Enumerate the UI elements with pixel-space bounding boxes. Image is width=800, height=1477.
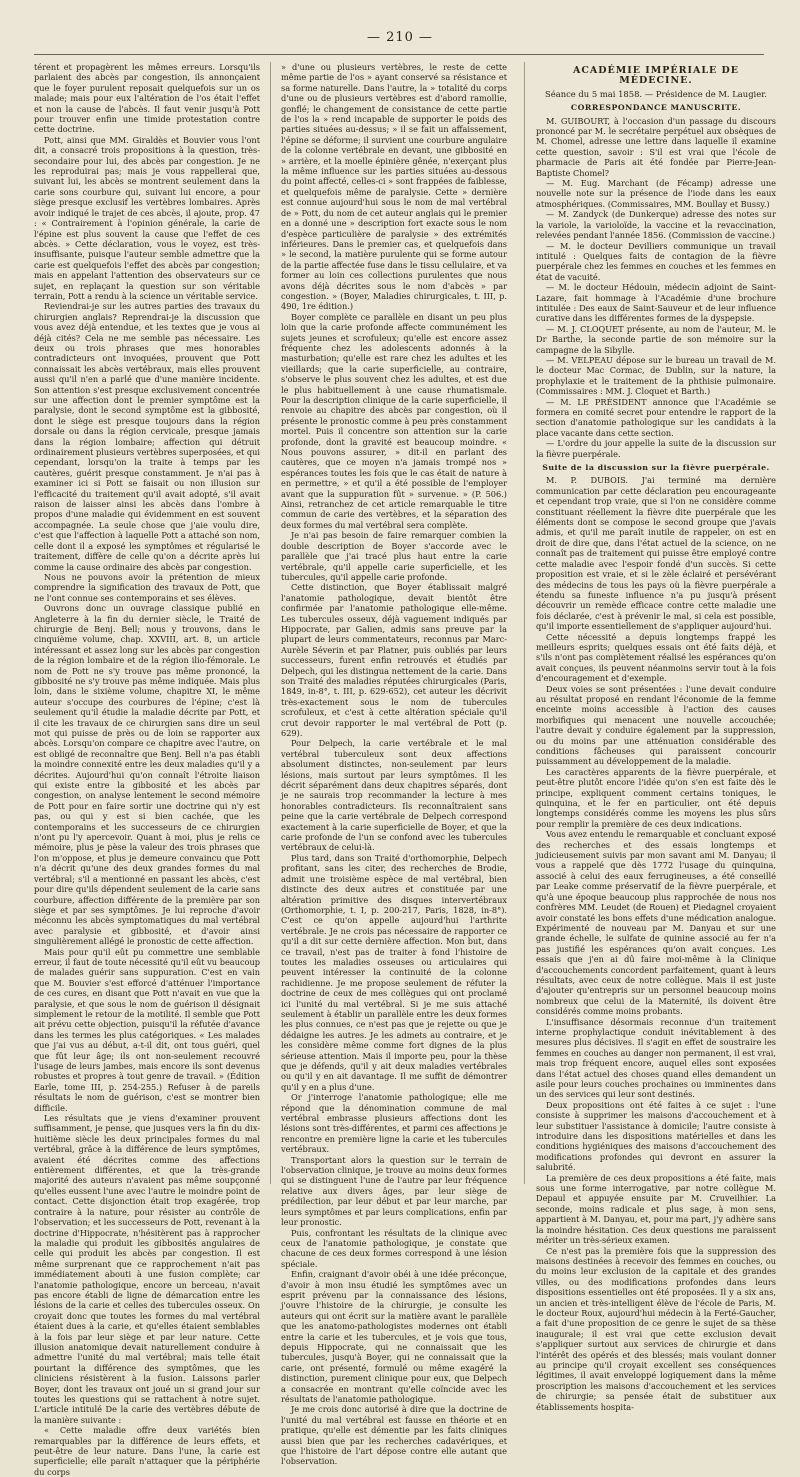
- paragraph: Les caractères apparents de la fièvre puerpérale, et peut-être plutôt encore l'idée qu'on s'en est faite dès le principe, expliquent comment certains toniques, le quinquina, et le fer en particulier, ont été depuis longtemps considérés comme les moyens les plus sûrs pour remplir la première de ces deux indications.: [536, 766, 776, 829]
- paragraph: « Cette maladie offre deux variétés bien remarquables par la différence de leurs effets, et peut-être de leur nature. Dans l'une, la carie est superficielle; elle paraît n'attaquer que la périphérie du corps: [34, 1425, 260, 1477]
- paragraph: » d'une ou plusieurs vertèbres, le reste de cette même partie de l'os » ayant conservé sa résistance et sa forme naturelle. Dans l'autre, la » totalité du corps d'une ou de plusieurs vertèbres est d'abord ramollie, gonflé; le changement de consistance de cette partie de l'os la » rend incapable de supporter le poids des parties situées au-dessus; » il se fait un affaissement, l'épine se déforme; il survient une courbure angulaire de la colonne vertébrale en devant, une gibbosité en » arrière, et la moelle épinière gênée, n'exerçant plus la même influence sur les parties situées au-dessous du point affecté, celles-ci » sont frappées de faiblesse, et quelquefois même de paralysie. Cette » dernière est connue aujourd'hui sous le nom de mal vertébral de » Pott, du nom de cet auteur anglais qui le premier en a donné une » description fort exacte sous le nom d'espèce particulière de paralysie » des extrémités inférieures. Dans le premier cas, et quelquefois dans » le second, la matière purulente qui se forme autour de la partie affectée fuse dans le tissu cellulaire, et va former au loin ces collections purulentes que nous avons déjà décrites sous le nom d'abcès » par congestion. » (Boyer, Maladies chirurgicales, t. III, p. 490, 1re édition.): [281, 62, 507, 312]
- correspondence-item: — L'ordre du jour appelle la suite de la discussion sur la fièvre puerpérale.: [536, 438, 776, 459]
- correspondence-item: — M. Eug. Marchant (de Fécamp) adresse une nouvelle note sur la présence de l'iode dans les eaux atmosphériques. (Commissaires, MM. Boullay et Bussy.): [536, 178, 776, 209]
- correspondence-item: — M. J. CLOQUET présente, au nom de l'auteur, M. le Dr Barthe, la seconde partie de son mémoire sur la campagne de la Sibylle.: [536, 323, 776, 355]
- correspondence-item: — M. Zandyck (de Dunkerque) adresse des notes sur la variole, la varioloïde, la vaccine et la revaccination, relevées pendant l'année 1856. (Commission de vaccine.): [536, 209, 776, 241]
- paragraph: Deux propositions ont été faites à ce sujet : l'une consiste à supprimer les maisons d'accouchement et à leur substituer l'assistance à domicile; l'autre consiste à introduire dans les dispositions matérielles et dans les conditions hygiéniques des maisons d'accouchement des modifications profondes qui devront en assurer la salubrité.: [536, 1099, 776, 1173]
- column-divider: [524, 62, 525, 1184]
- paragraph: Les résultats que je viens d'examiner prouvent suffisamment, je pense, que jusques vers la fin du dix-huitième siècle les deux principales formes du mal vertébral, grâce à la différence de leurs symptômes, avaient été décrites comme des affections entièrement différentes, et que la très-grande majorité des auteurs n'avaient pas même soupçonné qu'elles eussent l'une avec l'autre le moindre point de contact. Cette disjonction était trop exagérée, trop contraire à la nature, pour résister au contrôle de l'observation; et les successeurs de Pott, revenant à la doctrine d'Hippocrate, n'hésitèrent pas à rapprocher la maladie qui produit les gibbosités angulaires de celle qui produit les abcès par congestion. Il est même surprenant que ce rapprochement n'ait pas immédiatement abouti à une fusion complète; car l'anatomie pathologique, encore un berceau, n'avait pas encore établi de ligne de démarcation entre les lésions de la carie et celles des tubercules osseux. On croyait donc que toutes les formes du mal vertébral étaient dues à la carie, et qu'elles étaient semblables à la fois par leur siège et par leur nature. Cette illusion anatomique devait naturellement conduire à admettre l'unité du mal vertébral; mais telle était pourtant la différence des symptômes, que les cliniciens résistèrent à la fusion. Laissons parler Boyer, dont les travaux ont joué un si grand jour sur toutes les questions qui se rattachent à notre sujet. L'article intitulé De la carie des vertèbres débute de la manière suivante :: [34, 1113, 260, 1425]
- paragraph: térent et propagèrent les mêmes erreurs. Lorsqu'ils parlaient des abcès par congestion, ils annonçaient que le foyer purulent reposait quelquefois sur un os malade; mais pour eux l'altération de l'os était l'effet et non la cause de l'abcès. Il faut venir jusqu'à Pott pour trouver enfin une timide protestation contre cette doctrine.: [34, 62, 260, 135]
- session-line: Séance du 5 mai 1858. — Présidence de M. Laugier.: [545, 88, 767, 99]
- paragraph: Mais pour qu'il eût pu commettre une semblable erreur, il faut de toute nécessité qu'il eût vu beaucoup de malades guérir sans suppuration. C'est en vain que M. Bouvier s'est efforcé d'atténuer l'importance de ces cures, en disant que Pott n'avait en vue que la paralysie, et que sous le nom de guérison il désignait simplement le retour de la motilité. Il semble que Pott ait prévu cette objection, puisqu'il la réfutée d'avance dans les termes les plus catégoriques. « Les malades que j'ai vus au début, a-t-il dit, ont tous guéri, quel que fût leur âge; ils ont non-seulement recouvré l'usage de leurs jambes, mais encore ils sont devenus robustes et propres à tout genre de travail. » (Édition Earle, tome III, p. 254-255.) Refuser à de pareils résultats le nom de guérison, c'est se montrer bien difficile.: [34, 946, 260, 1113]
- paragraph: Or j'interroge l'anatomie pathologique; elle me répond que la dénomination commune de mal vertébral embrasse plusieurs affections dont les lésions sont très-différentes, et parmi ces affections je rencontre en première ligne la carie et les tubercules vertébraux.: [281, 1092, 507, 1155]
- correspondence-title: CORRESPONDANCE MANUSCRITE.: [570, 103, 742, 113]
- paragraph: Je me crois donc autorisé à dire que la doctrine de l'unité du mal vertébral est fausse en théorie et en pratique, qu'elle est démentie par les faits cliniques aussi bien que par les recherches cadavériques, et que l'histoire de l'art dépose contre elle autant que l'observation.: [281, 1404, 507, 1467]
- paragraph: Cette distinction, que Boyer établissait malgré l'anatomie pathologique, devait bientôt être confirmée par l'anatomie pathologique elle-même. Les tubercules osseux, déjà vaguement indiqués par Hippocrate, par Galien, admis sans preuve par la plupart de leurs commentateurs, reconnus par Marc-Aurèle Séverin et par Platner, puis oubliés par leurs successeurs, furent enfin retrouvés et étudiés par Delpech, qui les distingua nettement de la carie. Dans son Traité des maladies réputées chirurgicales (Paris, 1849, in-8°, t. III, p. 629-652), cet auteur les décrivit très-exactement sous le nom de tubercules scrofuleux, et c'est à cette altération spéciale qu'il crut devoir rapporter le mal vertébral de Pott (p. 629).: [281, 582, 507, 738]
- paragraph: Transportant alors la question sur le terrain de l'observation clinique, je trouve au moins deux formes qui se distinguent l'une de l'autre par leur fréquence relative aux divers âges, par leur siège de prédilection, par leur début et par leur marche, par leurs symptômes et par leurs complications, enfin par leur pronostic.: [281, 1154, 507, 1228]
- paragraph: M. P. DUBOIS. J'ai terminé ma dernière communication par cette déclaration peu encourageante et cependant trop vraie, que si l'on ne considère comme constituant réellement la fièvre dite puerpérale que les éléments dont se compose le second groupe que j'avais admis, et qu'il me paraît inutile de rappeler, on est en droit de dire que, dans l'état actuel de la science, on ne connaît pas de traitement qui puisse être employé contre cette maladie avec l'espoir fondé d'un succès. Si cette proposition est vraie, et si le zèle éclairé et persévérant des médecins de tous les pays où la fièvre puerpérale a étendu sa funeste influence n'a pu jusqu'à présent découvrir un remède efficace contre cette maladie une fois déclarée, c'est à prévenir le mal, si cela est possible, qu'il importe essentiellement de s'appliquer aujourd'hui.: [536, 475, 776, 632]
- correspondence-item: — M. VELPEAU dépose sur le bureau un travail de M. le docteur Mac Cormac, de Dublin, sur la nature, la prophylaxie et le traitement de la phthisie pulmonaire. (Commissaires : MM. J. Cloquet et Barth.): [536, 354, 776, 397]
- middle-column: [281, 62, 507, 1467]
- paragraph: L'insuffisance désormais reconnue d'un traitement interne prophylactique conduit inévitablement à des mesures plus décisives. Il s'agit en effet de soustraire les femmes en couches au danger non permanent, il est vrai, mais trop fréquent encore, auquel elles sont exposées dans l'état actuel des choses quand elles demandent un asile pour leurs couches prochaines ou imminentes dans un des services qui leur sont destinés.: [536, 1016, 776, 1100]
- correspondence-item: — M. le docteur Devilliers communique un travail intitulé : Quelques faits de contagion de la fièvre puerpérale chez les femmes en couches et les femmes en état de vacuité.: [536, 240, 776, 282]
- correspondence-item: — M. LE PRÉSIDENT annonce que l'Académie se formera en comité secret pour entendre le rapport de la section d'anatomie pathologique sur les candidats à la place vacante dans cette section.: [536, 396, 776, 438]
- paragraph: Pour Delpech, la carie vertébrale et le mal vertébral tuberculeux sont deux affections absolument distinctes, non-seulement par leurs lésions, mais surtout par leurs symptômes. Il les décrit séparément dans deux chapitres séparés, dont je ne saurais trop recommander la lecture à mes honorables contradicteurs. Ils reconnaîtraient sans peine que la carie vertébrale de Delpech correspond exactement à la carie superficielle de Boyer, et que la carie profonde de l'un se confond avec les tubercules vertébraux de celui-là.: [281, 738, 507, 853]
- paragraph: Boyer complète ce parallèle en disant un peu plus loin que la carie profonde affecte communément les sujets jeunes et scrofuleux; qu'elle est encore assez fréquente chez les adolescents adonnés à la masturbation; qu'elle est rare chez les adultes et les vieillards; que la carie superficielle, au contraire, s'observe le plus souvent chez les adultes, et est due le plus habituellement à une cause rhumatismale. Pour la description clinique de la carie superficielle, il renvoie au chapitre des abcès par congestion, où il présente le pronostic comme à peu près constamment mortel. Puis il concentre son attention sur la carie profonde, dont la gravité est beaucoup moindre. « Nous pouvons assurer, » dit-il en parlant des cautères, que ce moyen n'a jamais trompé nos » espérances toutes les fois que le cas était de nature à en permettre, » et qu'il a été possible de l'employer avant que la suppuration fût » survenue. » (P. 506.) Ainsi, retranchez de cet article remarquable le titre commun de carie des vertèbres, et la séparation des deux formes du mal vertébral sera complète.: [281, 311, 507, 530]
- discussion-title: Suite de la discussion sur la fièvre puerpérale.: [542, 463, 770, 473]
- paragraph: Nous ne pouvons avoir la prétention de mieux comprendre la signification des travaux de Pott, que ne l'ont connue ses contemporains et ses élèves.: [34, 571, 260, 603]
- left-column: [34, 62, 260, 1477]
- section-title: ACADÉMIE IMPÉRIALE DE MÉDECINE.: [572, 65, 740, 87]
- correspondence-item: — M. le docteur Hédouin, médecin adjoint de Saint-Lazare, fait hommage à l'Académie d'une brochure intitulée : Des eaux de Saint-Sauveur et de leur influence curative dans les différentes formes de la dyspepsie.: [536, 282, 776, 324]
- header-rule: [34, 54, 764, 55]
- paragraph: Je n'ai pas besoin de faire remarquer combien la double description de Boyer s'accorde avec le parallèle que j'ai tracé plus haut entre la carie vertébrale, qu'il appelle carie superficielle, et les tubercules, qu'il appelle carie profonde.: [281, 530, 507, 582]
- paragraph: Reviendrai-je sur les autres parties des travaux du chirurgien anglais? Reprendrai-je la discussion que vous avez déjà entendue, et les textes que je vous ai déjà cités? Cela ne me semble pas nécessaire. Les deux ou trois phrases que mes honorables contradicteurs ont invoquées, prouvent que Pott connaissait les abcès vertébraux, mais elles prouvent aussi qu'il n'en a parlé que d'une manière incidente. Son attention s'est presque exclusivement concentrée sur une affection dont le premier symptôme est la paralysie, dont le second symptôme est la gibbosité, dont le siège est presque toujours dans la région dorsale ou dans la région cervicale, presque jamais dans la région lombaire; affection qui détruit ordinairement plusieurs vertèbres superposées, et qui cependant, lorsqu'on la traite à temps par les cautères, guérit presque constamment. Je n'ai pas à examiner ici si Pott se faisait ou non illusion sur l'efficacité du traitement qu'il avait adopté, s'il avait raison de laisser ainsi les abcès dans l'ombre à propos d'une maladie qui évidemment en est souvent accompagnée. La seule chose que j'aie voulu dire, c'est que l'affection à laquelle Pott a attaché son nom, celle dont il a exposé les symptômes et régularisé le traitement, diffère de celle qu'on a décrite après lui comme la cause ordinaire des abcès par congestion.: [34, 301, 260, 572]
- paragraph: Cette nécessité a depuis longtemps frappé les meilleurs esprits; quelques essais ont été faits déjà, et s'ils n'ont pas complètement réalisé les espérances qu'on avait conçues, ils peuvent néanmoins servir tout à la fois d'encouragement et d'exemple.: [536, 631, 776, 684]
- page-number: — 210 —: [366, 30, 434, 45]
- paragraph: Puis, confrontant les résultats de la clinique avec ceux de l'anatomie pathologique, je constate que chacune de ces deux formes correspond à une lésion spéciale.: [281, 1227, 507, 1269]
- paragraph: La première de ces deux propositions a été faite, mais sous une forme interrogative, par notre collègue M. Depaul et appuyée ensuite par M. Cruveilhier. La seconde, moins radicale et plus sage, à mon sens, appartient à M. Danyau, et, pour ma part, j'y adhère sans la moindre hésitation. Ces deux questions me paraissent mériter un très-sérieux examen.: [536, 1172, 776, 1246]
- paragraph: Ouvrons donc un ouvrage classique publié en Angleterre à la fin du dernier siècle, le Traité de chirurgie de Benj. Bell; nous y trouvons, dans le cinquième volume, chap. XXVIII, art. 8, un article intéressant et assez long sur les abcès par congestion de la région lombaire et de la région ilio-fémorale. Le nom de Pott ne s'y trouve pas même prononcé, la gibbosité ne s'y trouve pas même indiquée. Mais plus loin, dans le sixième volume, chapitre XI, le même auteur s'occupe des courbures de l'épine; c'est là seulement qu'il étudie la maladie décrite par Pott, et il cite les travaux de ce chirurgien sans dire un seul mot qui puisse de près ou de loin se rapporter aux abcès. Lorsqu'on compare ce chapitre avec l'autre, on est obligé de reconnaître que Benj. Bell n'a pas établi la moindre connexité entre les deux maladies qu'il y a décrites. Aujourd'hui qu'on connaît l'étroite liaison qui existe entre la gibbosité et les abcès par congestion, on analyse lentement le second mémoire de Pott pour en faire sortir une doctrine qui n'y est pas, ou qui y est si bien cachée, que les contemporains et les successeurs de ce chirurgien n'ont pu l'y apercevoir. Quant à moi, plus je relis ce mémoire, plus je pèse la valeur des trois phrases que l'on m'oppose, et plus je demeure convaincu que Pott n'a décrit qu'une des deux grandes formes du mal vertébral; s'il a mentionné en passant les abcès, c'est pour dire qu'ils dépendent seulement de la carie sans courbure, affection différente de la première par son siège et par ses symptômes. Je lui reproche d'avoir méconnu les abcès symptomatiques du mal vertébral avec paralysie et gibbosité, et d'avoir ainsi singulièrement allégé le pronostic de cette affection.: [34, 603, 260, 947]
- paragraph: Ce n'est pas la première fois que la suppression des maisons destinées à recevoir des femmes en couches, ou du moins leur exclusion de la capitale et des grandes villes, ou des modifications profondes dans leurs dispositions essentielles ont été proposées. Il y a six ans, un ancien et très-intelligent élève de l'école de Paris, M. le docteur Roux, aujourd'hui médecin à la Ferté-Gaucher, a fait d'une proposition de ce genre le sujet de sa thèse inaugurale; il est vrai que cette exclusion devait s'appliquer surtout aux services de chirurgie et dans l'intérêt des opérés et des blessés; mais voulant donner au principe qu'il croyait excellent ses conséquences légitimes, il avait enveloppé logiquement dans la même proscription les maisons d'accouchement et les services de chirurgie; sa pensée était de substituer aux établissements hospita-: [536, 1245, 776, 1412]
- paragraph: Vous avez entendu le remarquable et concluant exposé des recherches et des essais longtemps et judicieusement suivis par mon savant ami M. Danyau; il vous a rappelé que dès 1772 l'usage du quinquina, associé à celui des eaux ferrugineuses, a été conseillé par Leake comme préservatif de la fièvre puerpérale, et qu'à une époque beaucoup plus rapprochée de nous nos confrères MM. Leudet (de Rouen) et Piedagnel croyaient avoir constaté les bons effets d'une médication analogue. Expérimenté de nouveau par M. Danyau et sur une grande échelle, le sulfate de quinine associé au fer n'a pas justifié les espérances qu'on avait conçues. Les essais que j'en ai dû faire moi-même à la Clinique d'accouchements concordent parfaitement, quant à leurs résultats, avec ceux de notre collègue. Mais il est juste d'ajouter qu'entrepris sur un personnel beaucoup moins nombreux que celui de la Maternité, ils doivent être considérés comme moins probants.: [536, 829, 776, 1017]
- column-divider: [270, 62, 271, 1184]
- paragraph: Pott, ainsi que MM. Giraldès et Bouvier vous l'ont dit, a consacré trois propositions à la question, très-secondaire pour lui, des abcès par congestion. Je ne les reproduirai pas; mais je vous rappellerai que, suivant lui, les abcès se montrent seulement dans la carie sons courbure qui, suivant lui encore, a pour siège presque exclusif les vertèbres lombaires. Après avoir indiqué le trajet de ces abcès, il ajoute, prop. 47 : « Contrairement à l'opinion générale, la carie de l'épine est plus souvent la cause que l'effet de ces abcès. » Cette déclaration, vous le voyez, est très-insuffisante, puisque l'auteur semble admettre que la carie est quelquefois l'effet des abcès par congestion; mais en appelant l'attention des observateurs sur ce sujet, en replaçant la question sur son véritable terrain, Pott a rendu à la science un véritable service.: [34, 134, 260, 301]
- correspondence-item: M. GUIBOURT, à l'occasion d'un passage du discours prononcé par M. le secrétaire perpétuel aux obsèques de M. Chomel, adresse une lettre dans laquelle il examine cette question, savoir : S'il est vrai que l'école de pharmacie de Paris ait été fondée par Pierre-Jean-Baptiste Chomel?: [536, 115, 776, 178]
- paragraph: Plus tard, dans son Traité d'orthomorphie, Delpech profitant, sans les citer, des recherches de Brodie, admit une troisième espèce de mal vertébral, bien distincte des deux autres et constituée par une altération primitive des disques intervertébraux (Orthomorphie, t. I, p. 200-217, Paris, 1828, in-8°). C'est ce qu'on appelle aujourd'hui l'arthrite vertébrale. Je ne crois pas nécessaire de rapporter ce qu'il a dit sur cette dernière affection. Mon but, dans ce travail, n'est pas de traiter à fond l'histoire de toutes les maladies osseuses ou articulaires qui peuvent intéresser la continuité de la colonne rachidienne. Je me propose seulement de réfuter la doctrine de ceux de mes collègues qui ont proclamé ici l'unité du mal vertébral. Si je me suis attaché seulement à établir un parallèle entre les deux formes les plus connues, ce n'est pas que je rejette ou que je dédaigne les autres. Je les admets au contraire, et je les considère même comme fort dignes de la plus sérieuse attention. Mais il importe peu, pour la thèse que je défends, qu'il y ait deux maladies vertébrales ou qu'il y en ait davantage. Il me suffit de démontrer qu'il y en a plus d'une.: [281, 852, 507, 1092]
- paragraph: Enfin, craignant d'avoir obéi à une idée préconçue, d'avoir à mon insu étudié les symptômes avec un esprit prévenu par la connaissance des lésions, j'ouvre l'histoire de la chirurgie, je consulte les auteurs qui ont écrit sur la matière avant le parallèle que les anatomo-pathologistes modernes ont établi entre la carie et les tubercules, et je vois que tous, depuis Hippocrate, qui ne connaissait que les tubercules, jusqu'à Boyer, qui ne connaissait que la carie, ont présenté, formulé ou même exagéré la distinction, purement clinique pour eux, que Delpech a consacrée en montrant qu'elle coïncide avec les résultats de l'anatomie pathologique.: [281, 1269, 507, 1404]
- paragraph: Deux voies se sont présentées : l'une devait conduire au résultat proposé en rendant l'économie de la femme enceinte moins accessible à l'action des causes morbifiques qui menacent une nouvelle accouchée; l'autre devait y conduire également par la suppression, ou du moins par une atténuation considérable des conditions fâcheuses qui paraissent concourir puissamment au développement de la maladie.: [536, 683, 776, 767]
- right-column: [536, 62, 776, 1412]
